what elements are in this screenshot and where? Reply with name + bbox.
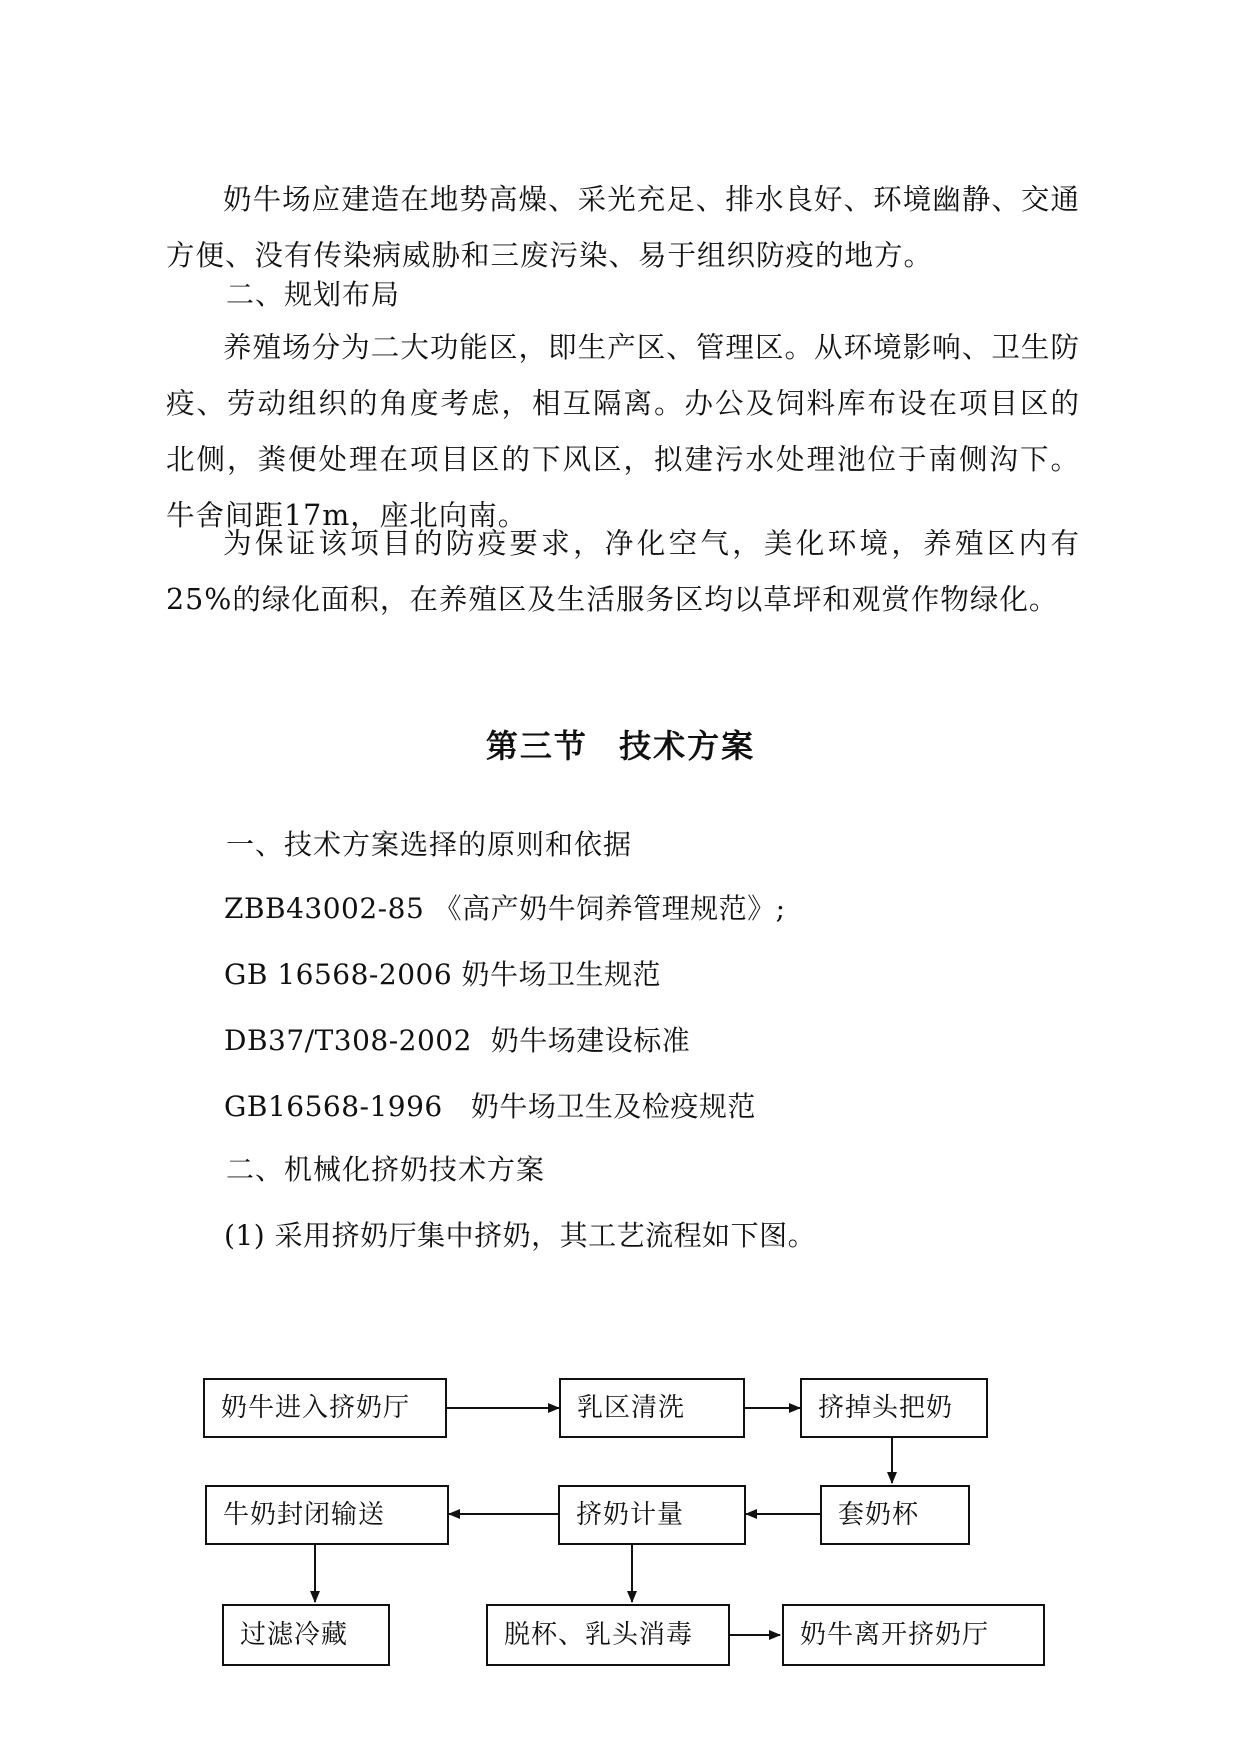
milking-heading: 二、机械化挤奶技术方案 <box>226 1153 546 1186</box>
flow-step-attach-cups: 套奶杯 <box>820 1485 970 1545</box>
standard-item: GB16568-1996 奶牛场卫生及检疫规范 <box>224 1090 756 1123</box>
principles-heading: 一、技术方案选择的原则和依据 <box>226 828 633 861</box>
process-intro: (1) 采用挤奶厅集中挤奶，其工艺流程如下图。 <box>224 1219 817 1252</box>
flow-step-exit-parlor: 奶牛离开挤奶厅 <box>782 1604 1045 1666</box>
flow-step-milk-metering: 挤奶计量 <box>558 1485 746 1545</box>
standard-item: GB 16568-2006 奶牛场卫生规范 <box>224 958 662 991</box>
section-title: 第三节 技术方案 <box>485 727 756 765</box>
flow-step-enter-parlor: 奶牛进入挤奶厅 <box>203 1378 447 1438</box>
flow-step-closed-transport: 牛奶封闭输送 <box>205 1485 449 1545</box>
flow-step-detach-disinfect: 脱杯、乳头消毒 <box>486 1604 730 1666</box>
site-paragraph: 奶牛场应建造在地势高燥、采光充足、排水良好、环境幽静、交通方便、没有传染病威胁和三废污染、易于组织防疫的地方。 <box>166 183 1080 272</box>
standard-item: ZBB43002-85 《高产奶牛饲养管理规范》; <box>224 892 786 925</box>
flow-step-filter-cooling: 过滤冷藏 <box>222 1604 390 1666</box>
greening-paragraph: 为保证该项目的防疫要求，净化空气，美化环境，养殖区内有25%的绿化面积，在养殖区及生活服务区均以草坪和观赏作物绿化。 <box>166 527 1080 616</box>
layout-paragraph: 养殖场分为二大功能区，即生产区、管理区。从环境影响、卫生防疫、劳动组织的角度考虑，相互隔离。办公及饲料库布设在项目区的北侧，粪便处理在项目区的下风区，拟建污水处理池位于南侧沟下。牛舍间距17m，座北向南。 <box>166 331 1080 532</box>
flow-step-foremilk: 挤掉头把奶 <box>800 1378 988 1438</box>
standard-item: DB37/T308-2002 奶牛场建设标准 <box>224 1024 691 1057</box>
planning-heading: 二、规划布局 <box>226 278 401 311</box>
flow-step-udder-cleaning: 乳区清洗 <box>559 1378 745 1438</box>
